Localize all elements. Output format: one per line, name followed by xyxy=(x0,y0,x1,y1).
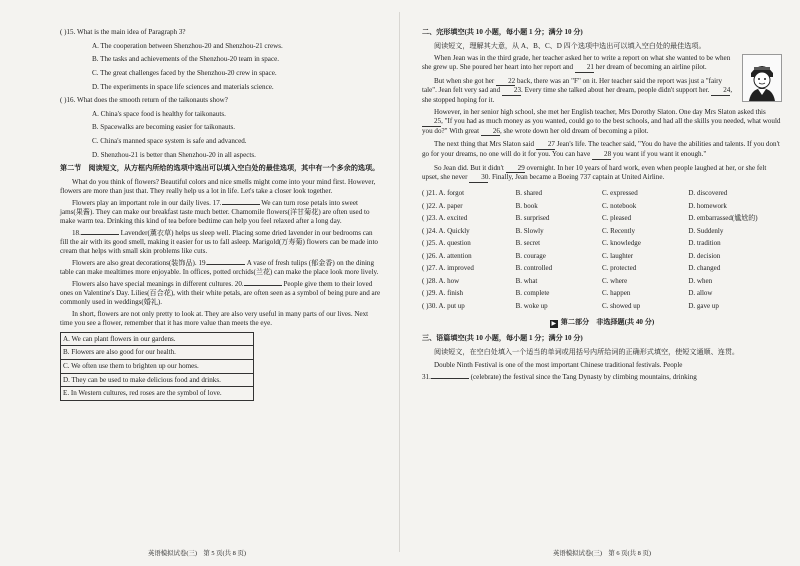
passage-paragraph-6: In short, flowers are not only pretty to look at. They are also very useful in many parts of our lives. Next time you see a flower, remember that it has more value than meets the eye. xyxy=(60,310,369,328)
cloze-option-30-b[interactable]: B. woke up xyxy=(515,301,548,310)
passage-paragraph-5: Flowers also have special meanings in different cultures. 20. People give them to their loved ones on Valentine's Day. Lilies(百合花), with their white petals, are often seen as a symbol of being pure and are commonly used in weddings(婚礼). xyxy=(60,280,381,306)
cloze-option-29-c[interactable]: C. happen xyxy=(601,289,631,298)
blank-21[interactable]: 21 xyxy=(575,63,594,73)
blank-27[interactable]: 27 xyxy=(536,140,555,150)
box-option-c: C. We often use them to brighten up our homes. xyxy=(61,360,253,374)
blank-18[interactable] xyxy=(81,234,119,235)
cloze-option-22-d[interactable]: D. homework xyxy=(688,201,727,210)
fill-paragraph-2: 31. (celebrate) the festival since the Tang Dynasty by climbing mountains, drinking xyxy=(422,373,697,382)
box-option-a: A. We can plant flowers in our gardens. xyxy=(61,333,253,347)
cloze-option-row xyxy=(422,275,782,288)
cloze-section-title: 二、完形填空(共 10 小题，每小题 1 分；满分 10 分) xyxy=(422,28,583,36)
cloze-paragraph-2: But when she got her 22 back, there was an "F" on it. Her teacher said the report was just a "fairy tale". Jean felt very sad and 23. Every time she talked about her dream, people didn't support her. 24, she stopped hoping for it. xyxy=(422,76,733,104)
cloze-option-28-d[interactable]: D. when xyxy=(688,276,713,285)
cloze-option-29-a[interactable]: ( )29. A. finish xyxy=(422,289,464,298)
cloze-option-21-b[interactable]: B. shared xyxy=(515,188,543,197)
cloze-option-21-a[interactable]: ( )21. A. forgot xyxy=(422,188,465,197)
blank-28[interactable]: 28 xyxy=(592,150,611,160)
q16-option-d: D. Shenzhou-21 is better than Shenzhou-20 in all aspects. xyxy=(92,150,256,159)
left-page xyxy=(0,0,394,566)
blank-19[interactable] xyxy=(207,264,245,265)
cloze-option-26-d[interactable]: D. decision xyxy=(688,251,721,260)
cloze-option-24-d[interactable]: D. Suddenly xyxy=(688,226,724,235)
blank-25[interactable]: 25 xyxy=(422,117,441,127)
cloze-option-25-c[interactable]: C. knowledge xyxy=(601,239,641,248)
page-footer-left: 英语模拟试卷(三) 第 5 页(共 8 页) xyxy=(148,550,246,558)
cloze-option-30-d[interactable]: D. gave up xyxy=(688,301,719,310)
cloze-option-27-b[interactable]: B. controlled xyxy=(515,264,553,273)
cloze-paragraph-5: So Jean did. But it didn't 29 overnight. In her 10 years of hard work, even when people laughed at her, or she felt upset, she never 30. Finally, Jean became a Boeing 737 captain at United Airline. xyxy=(422,163,767,182)
cloze-option-21-d[interactable]: D. discovered xyxy=(688,188,728,197)
cloze-option-row xyxy=(422,237,782,250)
cloze-option-22-a[interactable]: ( )22. A. paper xyxy=(422,201,463,210)
q16-option-a: A. China's space food is healthy for taikonauts. xyxy=(92,109,226,118)
cloze-option-30-a[interactable]: ( )30. A. put up xyxy=(422,301,465,310)
q16-option-b: B. Spacewalks are becoming easier for taikonauts. xyxy=(92,123,236,132)
cloze-option-28-c[interactable]: C. where xyxy=(601,276,628,285)
blank-22[interactable]: 22 xyxy=(496,77,515,87)
cloze-options-table xyxy=(422,187,782,312)
blank-17[interactable] xyxy=(222,204,260,205)
section-title: 第二节 阅读短文，从方框内所给的选项中选出可以填入空白处的最佳选项，其中有一个多余的选项。 xyxy=(60,164,380,173)
cloze-option-30-c[interactable]: C. showed up xyxy=(601,301,641,310)
cloze-option-26-b[interactable]: B. courage xyxy=(515,251,546,260)
cloze-option-23-b[interactable]: B. surprised xyxy=(515,214,550,223)
blank-24[interactable]: 24 xyxy=(711,86,730,96)
box-option-d: D. They can be used to make delicious food and drinks. xyxy=(61,374,253,388)
blank-20[interactable] xyxy=(244,285,282,286)
cloze-option-26-a[interactable]: ( )26. A. attention xyxy=(422,251,472,260)
question-16: ( )16. What does the smooth return of the taikonauts show? xyxy=(60,96,228,105)
cloze-option-25-d[interactable]: D. tradition xyxy=(688,239,721,248)
cloze-option-27-d[interactable]: D. changed xyxy=(688,264,721,273)
cloze-option-22-b[interactable]: B. book xyxy=(515,201,538,210)
q15-option-a: A. The cooperation between Shenzhou-20 and Shenzhou-21 crews. xyxy=(92,41,283,50)
cloze-option-28-a[interactable]: ( )28. A. how xyxy=(422,276,460,285)
q15-option-c: C. The great challenges faced by the Shenzhou-20 crew in space. xyxy=(92,68,277,77)
cloze-option-25-b[interactable]: B. secret xyxy=(515,239,541,248)
box-option-b: B. Flowers are also good for our health. xyxy=(61,346,253,360)
cloze-option-row xyxy=(422,300,782,313)
cloze-option-row xyxy=(422,212,782,225)
page-footer-right: 英语模拟试卷(三) 第 6 页(共 8 页) xyxy=(553,550,651,558)
fill-instruction: 阅读短文，在空白处填入一个适当的单词或用括号内所给词的正确形式填空，使短文通顺、连贯。 xyxy=(434,347,740,356)
cloze-option-24-a[interactable]: ( )24. A. Quickly xyxy=(422,226,470,235)
cloze-option-27-c[interactable]: C. protected xyxy=(601,264,637,273)
cloze-instruction: 阅读短文，理解其大意，从 A、B、C、D 四个选项中选出可以填入空白处的最佳选项。 xyxy=(434,41,706,50)
cloze-option-25-a[interactable]: ( )25. A. question xyxy=(422,239,471,248)
cloze-option-23-c[interactable]: C. pleased xyxy=(601,214,632,223)
passage-paragraph-2: Flowers play an important role in our daily lives. 17. We can turn rose petals into sweet jams(果酱). They can make our breakfast taste much better. Chamomile flowers(洋甘菊花) are often used to make warm tea. Drinking this kind of tea before bedtime can help you feel relaxed after a long day. xyxy=(60,199,370,225)
cloze-option-row xyxy=(422,262,782,275)
fill-paragraph-1: Double Ninth Festival is one of the most important Chinese traditional festivals. People xyxy=(434,360,683,369)
page-gutter xyxy=(399,12,400,552)
cloze-option-29-b[interactable]: B. complete xyxy=(515,289,550,298)
cloze-paragraph-3: However, in her senior high school, she met her English teacher, Mrs Dorothy Slaton. One day Mrs Slaton asked this 25, "If you had as much money as you wanted, could go to the best schools, and had all the skills you needed, what would you do?" With great 26, she wrote down her old dream of becoming a pilot. xyxy=(422,108,781,135)
part-marker-icon: ▶ xyxy=(551,321,557,328)
cloze-paragraph-1: When Jean was in the third grade, her teacher asked her to write a report on what she wanted to be when she grew up. She poured her heart into her report and 21 her dream of becoming an airline pilot. xyxy=(422,54,731,71)
cloze-option-26-c[interactable]: C. laughter xyxy=(601,251,634,260)
blank-29[interactable]: 29 xyxy=(506,164,525,174)
part-two-heading: ▶ 第二部分 非选择题(共 40 分) xyxy=(551,318,655,328)
cloze-option-23-a[interactable]: ( )23. A. excited xyxy=(422,214,468,223)
cloze-option-row xyxy=(422,187,782,200)
question-15: ( )15. What is the main idea of Paragraph 3? xyxy=(60,28,186,36)
cloze-option-23-d[interactable]: D. embarrassed(尴尬的) xyxy=(688,214,758,223)
cloze-option-27-a[interactable]: ( )27. A. improved xyxy=(422,264,474,273)
q16-option-c: C. China's manned space system is safe and advanced. xyxy=(92,137,247,146)
right-page xyxy=(404,0,800,566)
fill-section-title: 三、语篇填空(共 10 小题，每小题 1 分；满分 10 分) xyxy=(422,334,583,343)
q15-option-b: B. The tasks and achievements of the Shenzhou-20 team in space. xyxy=(92,55,280,64)
cloze-option-row xyxy=(422,225,782,238)
pilot-girl-illustration xyxy=(742,54,782,102)
cloze-option-28-b[interactable]: B. what xyxy=(515,276,538,285)
q15-option-d: D. The experiments in space life sciences and materials science. xyxy=(92,82,274,91)
passage-paragraph-1: What do you think of flowers? Beautiful colors and nice smells might come into your mind first. However, flowers are more than just that. They really help us a lot in life. Let's take a closer look together. xyxy=(60,178,376,195)
cloze-option-22-c[interactable]: C. notebook xyxy=(601,201,637,210)
blank-30[interactable]: 30 xyxy=(469,173,488,183)
passage-paragraph-3: 18. Lavender(薰衣草) helps us sleep well. Placing some dried lavender in our bedrooms can fill the air with its good smell, making it easier for us to fall asleep. Marigold(万寿菊) flowers can be made into cream that helps with small skin problems like cuts. xyxy=(60,229,378,255)
cloze-option-21-c[interactable]: C. expressed xyxy=(601,188,638,197)
cloze-option-24-b[interactable]: B. Slowly xyxy=(515,226,544,235)
passage-paragraph-4: Flowers are also great decorations(装饰品). 19. A vase of fresh tulips (郁金香) on the dining table can make mealtimes more enjoyable. In offices, potted orchids(兰花) can make the place look more lively. xyxy=(60,259,379,276)
blank-31[interactable] xyxy=(431,378,469,379)
box-option-e: E. In Western cultures, red roses are the symbol of love. xyxy=(63,389,222,398)
cloze-option-row xyxy=(422,250,782,263)
cloze-paragraph-4: The next thing that Mrs Slaton said 27 Jean's life. The teacher said, "You do have the abilities and talents. If you don't go for your dreams, no one will do it for you. You can have 28 you want if you want it enough." xyxy=(422,140,780,159)
cloze-option-row xyxy=(422,200,782,213)
cloze-option-row xyxy=(422,287,782,300)
blank-23[interactable]: 23 xyxy=(502,86,521,96)
cloze-option-24-c[interactable]: C. Recently xyxy=(601,226,636,235)
cloze-option-29-d[interactable]: D. allow xyxy=(688,289,713,298)
options-box xyxy=(60,332,254,401)
blank-26[interactable]: 26 xyxy=(481,127,500,137)
